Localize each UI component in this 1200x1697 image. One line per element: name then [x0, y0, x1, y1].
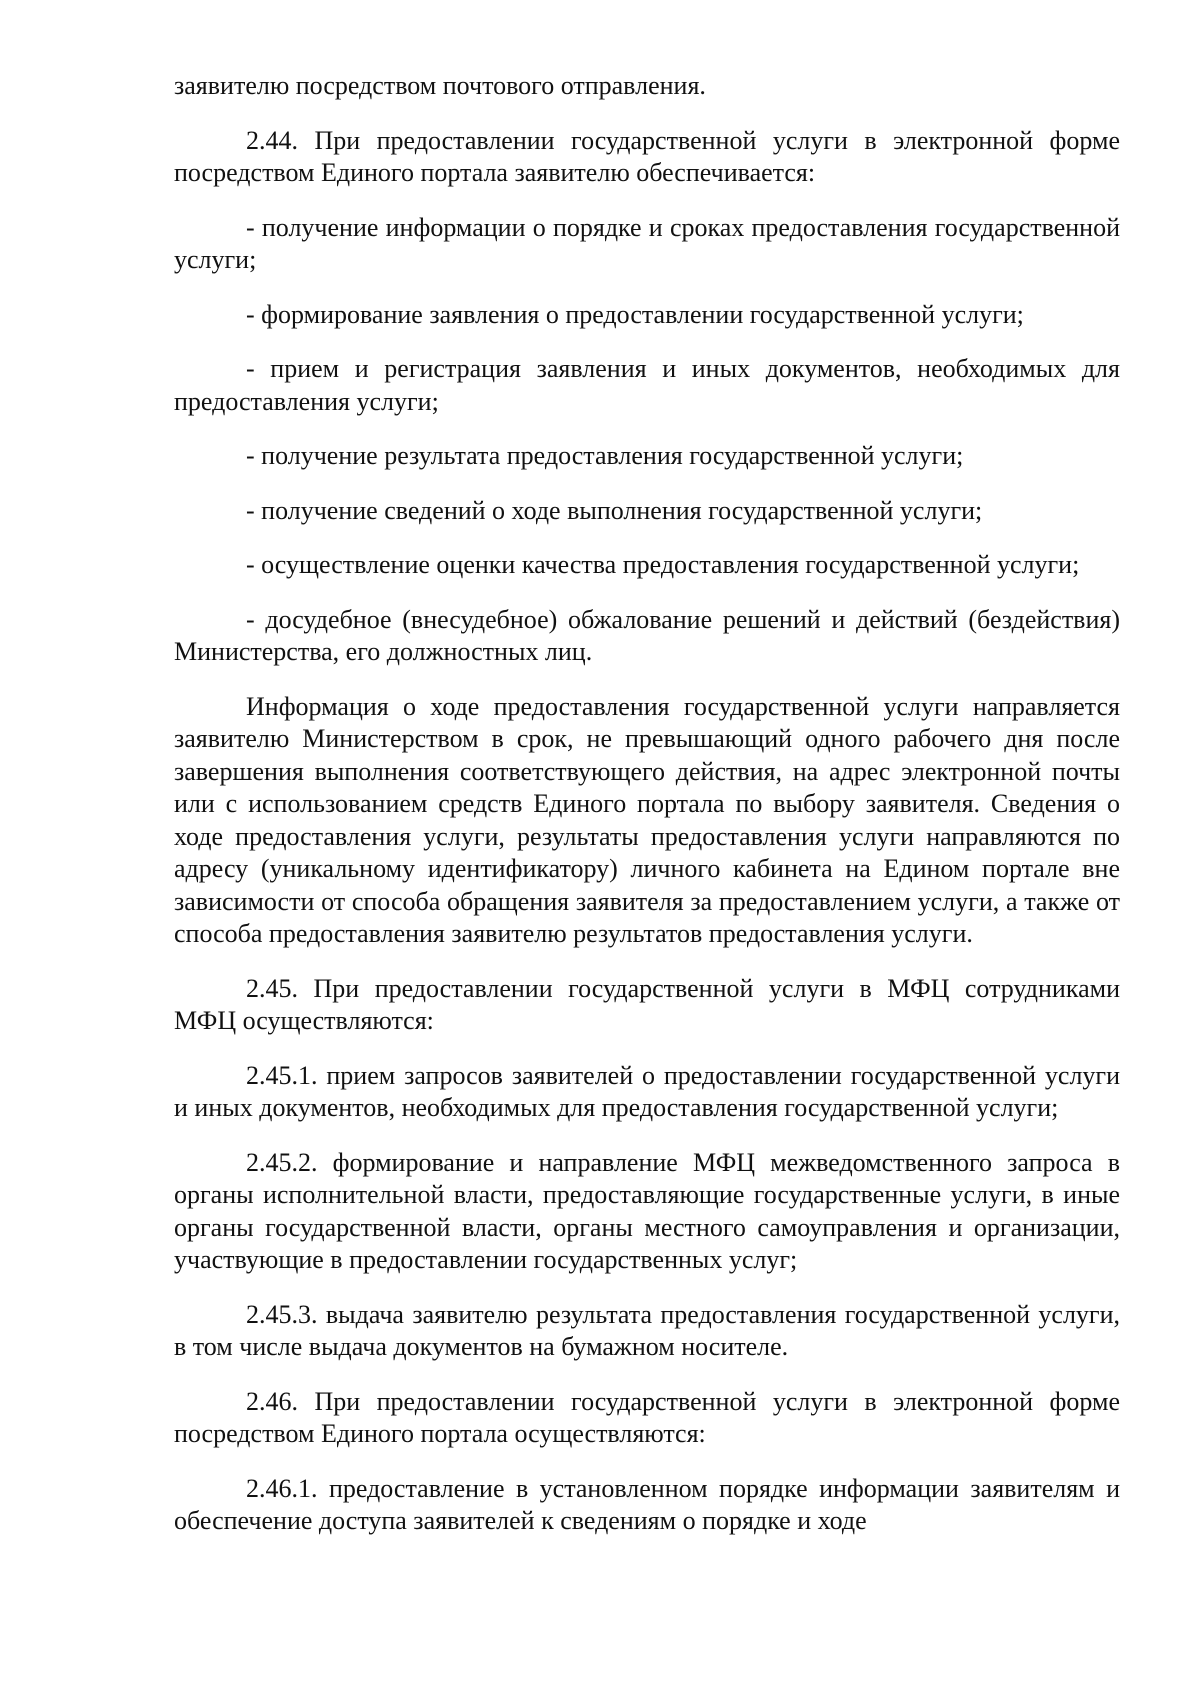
- list-item-result: - получение результата предоставления государственной услуги;: [246, 441, 964, 470]
- list-item-form: - формирование заявления о предоставлении государственной услуги;: [246, 299, 1024, 329]
- paragraph-2-45-2: 2.45.2. формирование и направление МФЦ межведомственного запроса в органы исполнительной власти, предоставляющие государственные услуги, в иные органы государственной власти, органы местного самоуправления и организации, участвующие в предоставлении государственных услуг;: [174, 1147, 1120, 1274]
- paragraph-2-45: 2.45. При предоставлении государственной услуги в МФЦ сотрудниками МФЦ осуществляются:: [174, 973, 1120, 1035]
- paragraph-continuation: заявителю посредством почтового отправления.: [174, 71, 706, 100]
- paragraph-2-46: 2.46. При предоставлении государственной услуги в электронной форме посредством Единого портала осуществляются:: [174, 1386, 1120, 1448]
- paragraph-information: Информация о ходе предоставления государственной услуги направляется заявителю Министерством в срок, не превышающий одного рабочего дня после завершения выполнения соответствующего действия, на адрес электронной почты или с использованием средств Единого портала по выбору заявителя. Сведения о ходе предоставления услуги, результаты предоставления услуги направляются по адресу (уникальному идентификатору) личного кабинета на Едином портале вне зависимости от способа обращения заявителя за предоставлением услуги, а также от способа предоставления заявителю результатов предоставления услуги.: [174, 691, 1120, 948]
- list-item-appeal: - досудебное (внесудебное) обжалование решений и действий (бездействия) Министерства, его должностных лиц.: [174, 604, 1120, 666]
- list-item-info: - получение информации о порядке и сроках предоставления государственной услуги;: [174, 212, 1120, 274]
- paragraph-2-45-3: 2.45.3. выдача заявителю результата предоставления государственной услуги, в том числе выдача документов на бумажном носителе.: [174, 1299, 1120, 1361]
- paragraph-2-44: 2.44. При предоставлении государственной услуги в электронной форме посредством Единого портала заявителю обеспечивается:: [174, 125, 1120, 187]
- paragraph-2-46-1: 2.46.1. предоставление в установленном порядке информации заявителям и обеспечение доступа заявителей к сведениям о порядке и ходе: [174, 1473, 1120, 1535]
- list-item-quality: - осуществление оценки качества предоставления государственной услуги;: [246, 550, 1080, 579]
- document-body: [174, 70, 1120, 1560]
- list-item-reception: - прием и регистрация заявления и иных документов, необходимых для предоставления услуги;: [174, 354, 1120, 416]
- paragraph-2-45-1: 2.45.1. прием запросов заявителей о предоставлении государственной услуги и иных документов, необходимых для предоставления государственной услуги;: [174, 1060, 1120, 1122]
- list-item-status: - получение сведений о ходе выполнения государственной услуги;: [246, 495, 983, 525]
